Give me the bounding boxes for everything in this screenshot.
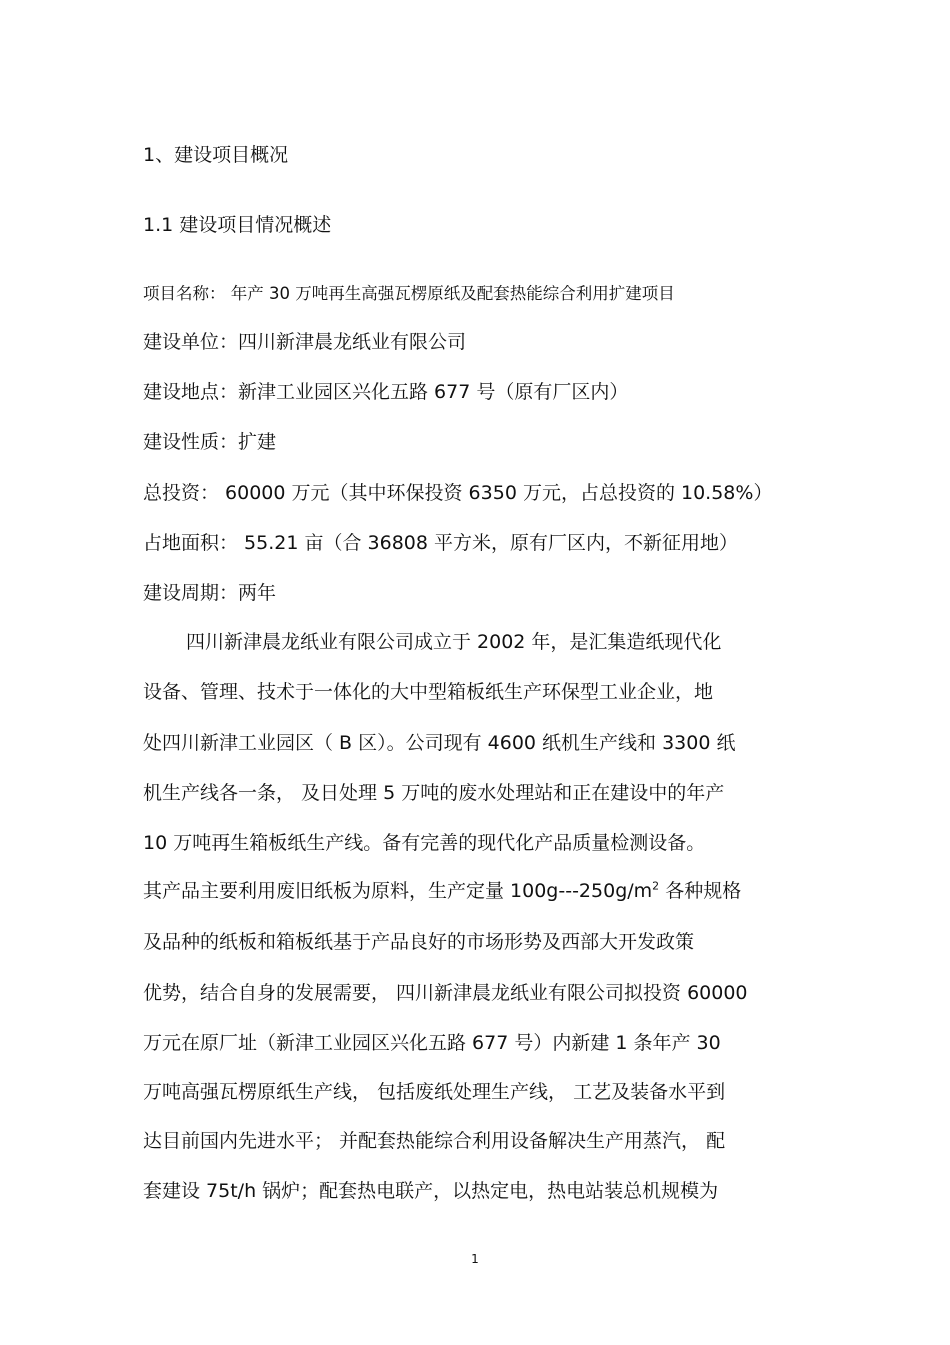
- body-line: 套建设 75t/h 锅炉；配套热电联产，以热定电，热电站装总机规模为: [143, 1180, 719, 1202]
- superscript: 2: [652, 879, 660, 893]
- body-text: 各种规格: [659, 880, 742, 902]
- body-line: 10 万吨再生箱板纸生产线。备有完善的现代化产品质量检测设备。: [143, 832, 706, 854]
- body-line: 达目前国内先进水平； 并配套热能综合利用设备解决生产用蒸汽， 配: [143, 1130, 726, 1152]
- body-line: 万元在原厂址（新津工业园区兴化五路 677 号）内新建 1 条年产 30: [143, 1032, 721, 1054]
- body-line: 万吨高强瓦楞原纸生产线， 包括废纸处理生产线， 工艺及装备水平到: [143, 1081, 726, 1103]
- subsection-heading: 1.1 建设项目情况概述: [143, 214, 332, 236]
- body-line: 设备、管理、技术于一体化的大中型箱板纸生产环保型工业企业，地: [143, 681, 714, 703]
- construction-nature-line: 建设性质：扩建: [143, 431, 277, 453]
- body-line: 处四川新津工业园区（ B 区）。公司现有 4600 纸机生产线和 3300 纸: [143, 732, 736, 754]
- land-area-line: 占地面积： 55.21 亩（合 36808 平方米，原有厂区内，不新征用地）: [143, 532, 738, 554]
- construction-period-line: 建设周期：两年: [143, 582, 277, 604]
- section-heading: 1、建设项目概况: [143, 144, 289, 166]
- body-line: 机生产线各一条， 及日处理 5 万吨的废水处理站和正在建设中的年产: [143, 782, 725, 804]
- body-line: 及品种的纸板和箱板纸基于产品良好的市场形势及西部大开发政策: [143, 931, 695, 953]
- body-line: 优势，结合自身的发展需要， 四川新津晨龙纸业有限公司拟投资 60000: [143, 982, 748, 1004]
- page-number: 1: [471, 1252, 479, 1266]
- total-investment-line: 总投资： 60000 万元（其中环保投资 6350 万元，占总投资的 10.58%）: [143, 482, 773, 504]
- project-name-line: 项目名称： 年产 30 万吨再生高强瓦楞原纸及配套热能综合利用扩建项目: [143, 284, 675, 303]
- body-line: [143, 878, 741, 904]
- construction-location-line: 建设地点：新津工业园区兴化五路 677 号（原有厂区内）: [143, 381, 629, 403]
- construction-unit-line: 建设单位：四川新津晨龙纸业有限公司: [143, 331, 467, 353]
- body-line: 四川新津晨龙纸业有限公司成立于 2002 年，是汇集造纸现代化: [186, 631, 722, 653]
- body-text: 其产品主要利用废旧纸板为原料，生产定量 100g---250g/m: [143, 880, 653, 902]
